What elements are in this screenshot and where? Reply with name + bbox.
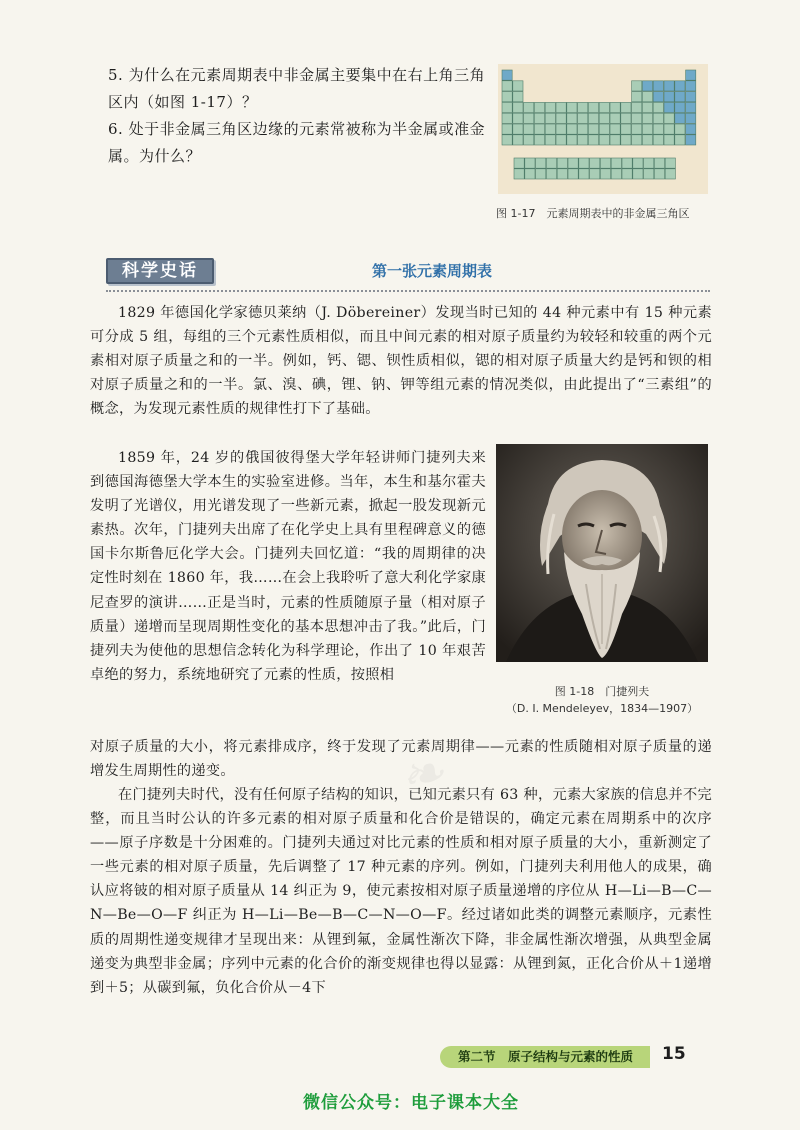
element-cell — [653, 135, 663, 145]
portrait-illustration — [496, 444, 708, 662]
element-cell — [502, 92, 512, 102]
nonmetal-cell — [675, 113, 685, 123]
element-cell — [675, 124, 685, 134]
f-block-cell — [654, 158, 664, 168]
element-cell — [642, 113, 652, 123]
element-cell — [513, 102, 523, 112]
f-block-cell — [633, 169, 643, 179]
element-cell — [502, 102, 512, 112]
nonmetal-cell — [664, 102, 674, 112]
figure-1-18-caption — [496, 683, 708, 717]
f-block-cell — [557, 169, 567, 179]
element-cell — [642, 135, 652, 145]
review-questions — [108, 62, 488, 170]
section-title: 第一张元素周期表 — [372, 262, 493, 280]
f-block-cell — [600, 158, 610, 168]
nonmetal-cell — [686, 81, 696, 91]
element-cell — [545, 124, 555, 134]
element-cell — [502, 81, 512, 91]
f-block-cell — [525, 169, 535, 179]
element-cell — [599, 113, 609, 123]
nonmetal-cell — [642, 81, 652, 91]
element-cell — [588, 135, 598, 145]
element-cell — [556, 113, 566, 123]
paragraph-mendeleev-era: 在门捷列夫时代，没有任何原子结构的知识，已知元素只有 63 种，元素大家族的信息并不完整，而且当时公认的许多元素的相对原子质量和化合价是错误的，确定元素在周期系中的次序——原子序数是十分困难的。门捷列夫通过对比元素的性质和相对原子质量的大小，重新测定了一些元素的相对原子质量，先后调整了 17 种元素的序列。例如，门捷列夫利用他人的成果，确认应将铍的相对原子质量从 14 纠正为 9，使元素按相对原子质量递增的序位从 H—Li—B—C—N—Be—O—F 纠正为 H—Li—Be—B—C—N—O—F。经过诸如此类的调整元素顺序，元素性质的周期性递变规律才呈现出来：从锂到氟，金属性渐次下降，非金属性渐次增强，从典型金属递变为典型非金属；序列中元素的化合价的渐变规律也得以显露：从锂到氮，正化合价从＋1递增到＋5；从碳到氟，负化合价从－4下 — [90, 787, 712, 996]
element-cell — [556, 135, 566, 145]
figure-1-18-caption-title: 图 1-18 门捷列夫 — [554, 685, 650, 698]
element-cell — [653, 124, 663, 134]
element-cell — [578, 113, 588, 123]
periodic-table-diagram — [498, 64, 708, 194]
element-cell — [632, 135, 642, 145]
element-cell — [513, 124, 523, 134]
element-cell — [578, 135, 588, 145]
f-block-cell — [514, 158, 524, 168]
element-cell — [567, 135, 577, 145]
nonmetal-cell — [686, 70, 696, 80]
element-cell — [534, 124, 544, 134]
nonmetal-cell — [653, 81, 663, 91]
element-cell — [534, 135, 544, 145]
nonmetal-cell — [686, 102, 696, 112]
page-number: 15 — [662, 1044, 686, 1064]
nonmetal-cell — [664, 81, 674, 91]
paragraph-mendeleev-continued: 对原子质量的大小，将元素排成序，终于发现了元素周期律——元素的性质随相对原子质量的递增发生周期性的递变。 — [90, 739, 712, 780]
element-cell — [578, 124, 588, 134]
element-cell — [545, 113, 555, 123]
element-cell — [664, 135, 674, 145]
element-cell — [588, 113, 598, 123]
section-footer-label: 第二节 原子结构与元素的性质 — [440, 1046, 650, 1068]
element-cell — [502, 135, 512, 145]
element-cell — [545, 135, 555, 145]
f-block-cell — [546, 158, 556, 168]
f-block-cell — [546, 169, 556, 179]
f-block-cell — [665, 169, 675, 179]
element-cell — [632, 92, 642, 102]
f-block-cell — [568, 169, 578, 179]
element-cell — [502, 124, 512, 134]
element-cell — [524, 102, 534, 112]
element-cell — [621, 124, 631, 134]
element-cell — [567, 102, 577, 112]
element-cell — [621, 102, 631, 112]
element-cell — [534, 113, 544, 123]
nonmetal-cell — [675, 81, 685, 91]
question-6: 6. 处于非金属三角区边缘的元素常被称为半金属或准金属。为什么？ — [108, 120, 486, 165]
f-block-cell — [590, 169, 600, 179]
element-cell — [599, 102, 609, 112]
f-block-cell — [654, 169, 664, 179]
nonmetal-cell — [675, 92, 685, 102]
element-cell — [524, 135, 534, 145]
nonmetal-cell — [675, 102, 685, 112]
element-cell — [653, 102, 663, 112]
element-cell — [588, 102, 598, 112]
element-cell — [599, 124, 609, 134]
element-cell — [632, 102, 642, 112]
f-block-cell — [611, 169, 621, 179]
f-block-cell — [536, 158, 546, 168]
dotted-divider — [106, 290, 710, 292]
periodic-table-figure — [498, 64, 708, 194]
f-block-cell — [590, 158, 600, 168]
f-block-cell — [536, 169, 546, 179]
element-cell — [556, 102, 566, 112]
nonmetal-cell — [653, 92, 663, 102]
element-cell — [621, 113, 631, 123]
nonmetal-cell — [664, 92, 674, 102]
nonmetal-cell — [686, 124, 696, 134]
element-cell — [513, 135, 523, 145]
element-cell — [632, 124, 642, 134]
f-block-cell — [579, 158, 589, 168]
element-cell — [588, 124, 598, 134]
mendeleev-portrait — [496, 444, 708, 662]
f-block-cell — [600, 169, 610, 179]
f-block-cell — [525, 158, 535, 168]
question-5: 5. 为什么在元素周期表中非金属主要集中在右上角三角区内（如图 1-17）？ — [108, 66, 486, 111]
element-cell — [534, 102, 544, 112]
f-block-cell — [557, 158, 567, 168]
wechat-account-label: 微信公众号：电子课本大全 — [303, 1093, 519, 1113]
element-cell — [610, 135, 620, 145]
f-block-cell — [665, 158, 675, 168]
element-cell — [664, 113, 674, 123]
f-block-cell — [514, 169, 524, 179]
element-cell — [675, 135, 685, 145]
element-cell — [578, 102, 588, 112]
science-history-badge: 科学史话 — [106, 258, 214, 284]
f-block-cell — [644, 158, 654, 168]
f-block-cell — [579, 169, 589, 179]
element-cell — [653, 113, 663, 123]
element-cell — [513, 92, 523, 102]
f-block-cell — [568, 158, 578, 168]
element-cell — [610, 102, 620, 112]
figure-1-18-caption-dates: （D. I. Mendeleyev，1834—1907） — [505, 702, 699, 715]
element-cell — [642, 124, 652, 134]
paragraph-mendeleev-1859: 1859 年，24 岁的俄国彼得堡大学年轻讲师门捷列夫来到德国海德堡大学本生的实验室进修。当年，本生和基尔霍夫发明了光谱仪，用光谱发现了一些新元素，掀起一股发现新元素热。次年，门捷列夫出席了在化学史上具有里程碑意义的德国卡尔斯鲁厄化学大会。门捷列夫回忆道：“我的周期律的决定性时刻在 1860 年，我……在会上我聆听了意大利化学家康尼查罗的演讲……正是当时，元素的性质随原子量（相对原子质量）递增而呈现周期性变化的基本思想冲击了我。”此后，门捷列夫为使他的思想信念转化为科学理论，作出了 10 年艰苦卓绝的努力，系统地研究了元素的性质，按照相 — [90, 450, 486, 683]
element-cell — [502, 113, 512, 123]
f-block-cell — [633, 158, 643, 168]
element-cell — [642, 92, 652, 102]
element-cell — [567, 124, 577, 134]
element-cell — [524, 113, 534, 123]
f-block-cell — [644, 169, 654, 179]
nonmetal-cell — [686, 113, 696, 123]
element-cell — [545, 102, 555, 112]
element-cell — [556, 124, 566, 134]
element-cell — [642, 102, 652, 112]
element-cell — [610, 124, 620, 134]
nonmetal-cell — [686, 135, 696, 145]
f-block-cell — [622, 169, 632, 179]
element-cell — [621, 135, 631, 145]
element-cell — [632, 81, 642, 91]
f-block-cell — [622, 158, 632, 168]
element-cell — [524, 124, 534, 134]
element-cell — [599, 135, 609, 145]
element-cell — [513, 113, 523, 123]
element-cell — [567, 113, 577, 123]
element-cell — [513, 81, 523, 91]
watermark: ❧ — [396, 742, 448, 808]
nonmetal-cell — [502, 70, 512, 80]
element-cell — [632, 113, 642, 123]
element-cell — [664, 124, 674, 134]
figure-1-17-caption: 图 1-17 元素周期表中的非金属三角区 — [496, 207, 690, 220]
nonmetal-cell — [686, 92, 696, 102]
f-block-cell — [611, 158, 621, 168]
element-cell — [610, 113, 620, 123]
paragraph-dobereiner: 1829 年德国化学家德贝莱纳（J. Döbereiner）发现当时已知的 44 种元素中有 15 种元素可分成 5 组，每组的三个元素性质相似，而且中间元素的相对原子质量约为较轻和较重的两个元素相对原子质量之和的一半。例如，钙、锶、钡性质相似，锶的相对原子质量大约是钙和钡的相对原子质量之和的一半。氯、溴、碘，锂、钠、钾等组元素的情况类似，由此提出了“三素组”的概念，为发现元素性质的规律性打下了基础。 — [90, 305, 712, 418]
